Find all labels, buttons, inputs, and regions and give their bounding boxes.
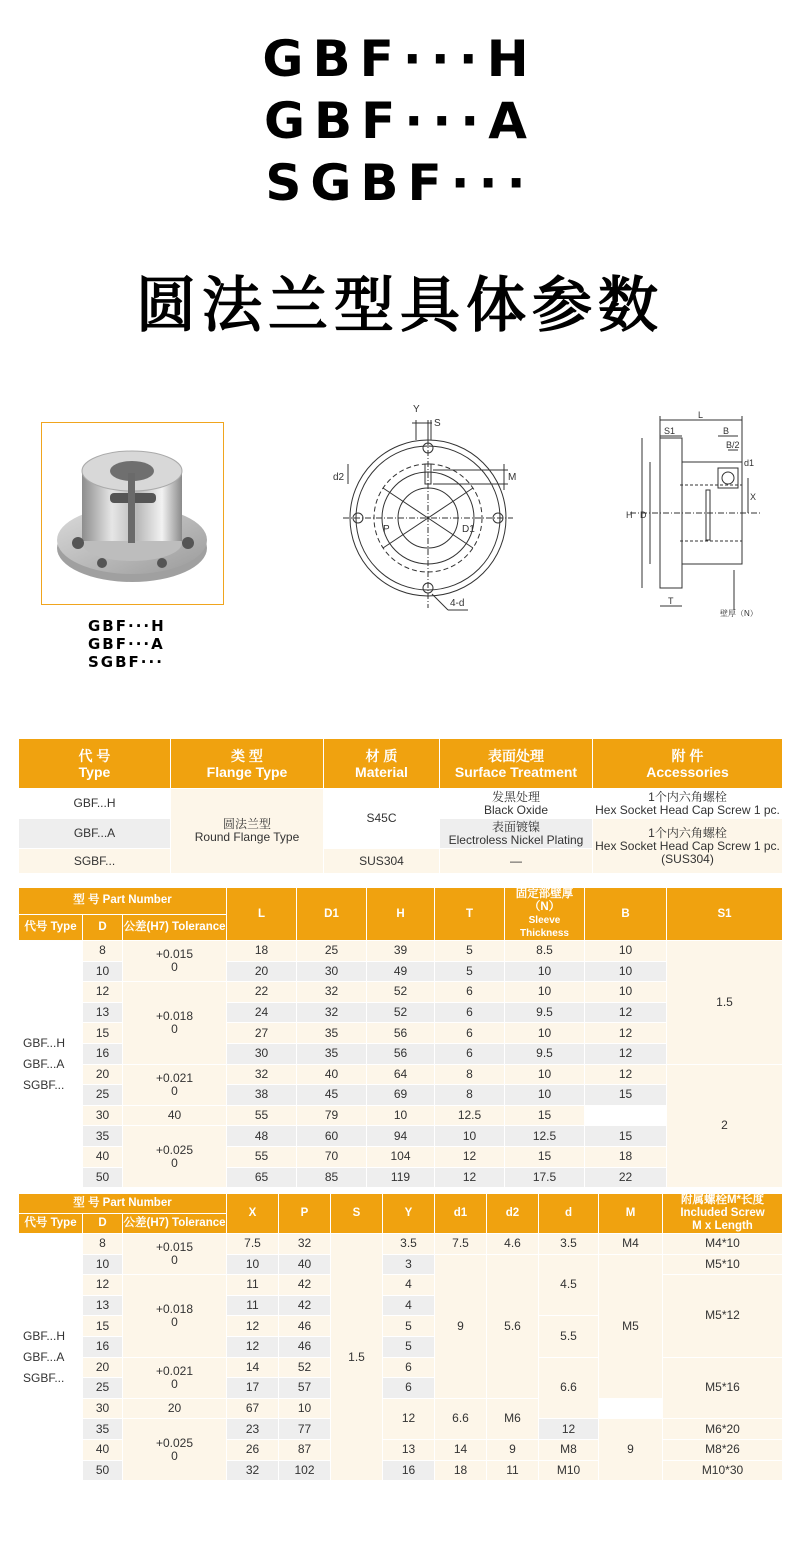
d1-cell: 40: [297, 1064, 367, 1085]
col-s: S: [331, 1194, 383, 1234]
p-cell: 46: [279, 1336, 331, 1357]
t-cell: 5: [435, 941, 505, 962]
x-cell: 12: [227, 1336, 279, 1357]
m-cell: M6: [487, 1398, 539, 1439]
d1-cell: 32: [297, 1002, 367, 1023]
d-cell: 40: [83, 1146, 123, 1167]
x-cell: 20: [123, 1398, 227, 1419]
d-cell: 13: [83, 1002, 123, 1023]
tolerance-zero: 0: [171, 1376, 178, 1391]
y-cell: 4: [383, 1295, 435, 1316]
tolerance-zero: 0: [171, 1448, 178, 1463]
accessory-cell: 1个内六角螺栓 Hex Socket Head Cap Screw 1 pc. (SUS304): [593, 819, 783, 874]
screw-cell: M5*12: [663, 1275, 783, 1357]
l-cell: 22: [227, 982, 297, 1003]
header-material: 材 质 Material: [324, 739, 440, 789]
type-label: GBF...H: [23, 1328, 66, 1343]
tolerance-cell: [123, 1419, 227, 1481]
screw-cell: M5*10: [663, 1254, 783, 1275]
col-d1: D1: [297, 888, 367, 941]
label-side-d1: d1: [744, 458, 755, 468]
label-4-d: 4-d: [450, 598, 465, 609]
d1-cell: 85: [297, 1167, 367, 1188]
b-cell: 12: [585, 1064, 667, 1085]
caption-line-3: SGBF···: [88, 653, 164, 671]
col-type: 代号 Type: [19, 914, 83, 941]
d1-cell: 60: [297, 1126, 367, 1147]
dimension-table-1: [18, 887, 783, 1188]
screw-cell: M6*20: [663, 1419, 783, 1440]
d1-cell: 70: [297, 1146, 367, 1167]
col-b: B: [585, 888, 667, 941]
surface-cell: 发黑处理 Black Oxide: [440, 789, 593, 819]
page-heading: 圆法兰型具体参数: [136, 271, 664, 341]
label-l: L: [698, 410, 704, 420]
label-m: M: [508, 472, 517, 483]
surface-cell: 表面镀镍 Electroless Nickel Plating: [440, 819, 593, 849]
type-label: GBF...H: [23, 1035, 66, 1050]
d-cell: 50: [83, 1167, 123, 1188]
table-row: [19, 1275, 783, 1296]
p-cell: 40: [279, 1254, 331, 1275]
d1-cell: 35: [297, 1023, 367, 1044]
type-label: SGBF...: [23, 1370, 65, 1385]
screw-cell: M10*30: [663, 1460, 783, 1481]
d-cell: 12: [83, 1275, 123, 1296]
d-cell: 15: [83, 1023, 123, 1044]
n-cell: 10: [505, 1023, 585, 1044]
flange-coupling-illustration: [42, 423, 223, 604]
col-h: H: [367, 888, 435, 941]
h-cell: 104: [367, 1146, 435, 1167]
n-cell: 8.5: [505, 941, 585, 962]
x-cell: 32: [227, 1460, 279, 1481]
b-cell: 15: [585, 1085, 667, 1106]
tolerance-plus: +0.021: [155, 1070, 194, 1085]
dimension-table-2-body: [19, 1234, 783, 1481]
y-cell: 10: [279, 1398, 331, 1419]
d-cell: 10: [83, 961, 123, 982]
p-cell: 52: [279, 1357, 331, 1378]
d-cell: 8: [83, 1234, 123, 1255]
tolerance-zero: 0: [171, 1021, 178, 1036]
d2-cell: 4.6: [487, 1234, 539, 1255]
b-cell: 15: [505, 1105, 585, 1126]
y-cell: 6: [383, 1357, 435, 1378]
tolerance-cell: [123, 1064, 227, 1105]
d-cell: 35: [83, 1419, 123, 1440]
front-view-drawing: [328, 398, 528, 618]
tolerance-cell: [123, 1275, 227, 1357]
m-cell: M10: [539, 1460, 599, 1481]
col-d: D: [83, 914, 123, 941]
header-flange-type: 类 型 Flange Type: [171, 739, 324, 789]
l-cell: 65: [227, 1167, 297, 1188]
small-d-cell: 6.6: [539, 1357, 599, 1419]
y-cell: 4: [383, 1275, 435, 1296]
col-included-screw: 附属螺栓M*长度 Included Screw M x Length: [663, 1194, 783, 1234]
table-row: [19, 1234, 783, 1255]
h-cell: 39: [367, 941, 435, 962]
small-d-cell: 9: [599, 1419, 663, 1481]
small-d-cell: 3.5: [539, 1234, 599, 1255]
label-b2: B/2: [726, 440, 740, 450]
m-cell: M5: [599, 1254, 663, 1398]
h-cell: 94: [367, 1126, 435, 1147]
model-title-2: GBF···A: [264, 92, 536, 150]
col-sleeve-thickness: 固定部壁厚 （N） Sleeve Thickness: [505, 888, 585, 941]
t-cell: 12: [435, 1167, 505, 1188]
small-d-cell: 5.5: [539, 1316, 599, 1357]
d-cell: 35: [83, 1126, 123, 1147]
side-view-drawing: [620, 410, 770, 620]
n-cell: 10: [505, 961, 585, 982]
d-cell: 25: [83, 1085, 123, 1106]
l-cell: 48: [227, 1126, 297, 1147]
tolerance-plus: +0.025: [155, 1142, 194, 1157]
l-cell: 18: [227, 941, 297, 962]
b-cell: 18: [585, 1146, 667, 1167]
col-d1: d1: [435, 1194, 487, 1234]
col-x: X: [227, 1194, 279, 1234]
photo-caption: [88, 617, 166, 671]
t-cell: 6: [435, 1023, 505, 1044]
tolerance-cell: [123, 1126, 227, 1188]
label-s1: S1: [664, 426, 676, 436]
d2-cell: 5.6: [487, 1254, 539, 1398]
material-cell: SUS304: [324, 849, 440, 874]
h-cell: 52: [367, 1002, 435, 1023]
l-cell: 27: [227, 1023, 297, 1044]
s1-cell: 1.5: [667, 941, 783, 1065]
d-cell: 12: [83, 982, 123, 1003]
y-cell: 3.5: [383, 1234, 435, 1255]
y-cell: 12: [539, 1419, 599, 1440]
d1-cell: 25: [297, 941, 367, 962]
label-d1: D1: [462, 524, 475, 535]
t-cell: 12: [435, 1146, 505, 1167]
y-cell: 5: [383, 1316, 435, 1337]
d-cell: 8: [83, 941, 123, 962]
d1-cell: 12: [383, 1398, 435, 1439]
part-number-header: 型 号 Part Number: [19, 1194, 227, 1214]
col-d2: d2: [487, 1194, 539, 1234]
table-row: [19, 941, 783, 962]
m-cell: M4: [599, 1234, 663, 1255]
col-p: P: [279, 1194, 331, 1234]
n-cell: 9.5: [505, 1043, 585, 1064]
label-b: B: [723, 426, 730, 436]
surface-cell: —: [440, 849, 593, 874]
d-cell: 15: [83, 1316, 123, 1337]
l-cell: 30: [227, 1043, 297, 1064]
h-cell: 49: [367, 961, 435, 982]
col-d: D: [83, 1214, 123, 1234]
d-cell: 20: [83, 1064, 123, 1085]
t-cell: 10: [367, 1105, 435, 1126]
label-t: T: [668, 596, 674, 606]
label-p: P: [383, 524, 390, 535]
l-cell: 40: [123, 1105, 227, 1126]
table-row: [19, 1357, 783, 1378]
label-d2: d2: [333, 472, 345, 483]
p-cell: 67: [227, 1398, 279, 1419]
x-cell: 7.5: [227, 1234, 279, 1255]
d1-cell: 9: [435, 1254, 487, 1398]
tolerance-plus: +0.015: [155, 1240, 194, 1255]
l-cell: 20: [227, 961, 297, 982]
p-cell: 102: [279, 1460, 331, 1481]
tolerance-cell: [123, 1357, 227, 1398]
tolerance-zero: 0: [171, 1314, 178, 1329]
d-cell: 30: [83, 1105, 123, 1126]
b-cell: 12: [585, 1023, 667, 1044]
p-cell: 32: [279, 1234, 331, 1255]
material-table: [18, 738, 783, 874]
part-number-header: 型 号 Part Number: [19, 888, 227, 915]
type-label: GBF...A: [23, 1056, 65, 1071]
x-cell: 10: [227, 1254, 279, 1275]
d-cell: 50: [83, 1460, 123, 1481]
t-cell: 6: [435, 1043, 505, 1064]
h-cell: 69: [367, 1085, 435, 1106]
tolerance-plus: +0.018: [155, 1008, 194, 1023]
d1-cell: 18: [435, 1460, 487, 1481]
b-cell: 10: [585, 961, 667, 982]
d-cell: 16: [83, 1336, 123, 1357]
label-d: D: [640, 510, 647, 520]
material-cell: S45C: [324, 789, 440, 849]
d-cell: 40: [83, 1439, 123, 1460]
label-y: Y: [413, 404, 420, 415]
b-cell: 12: [585, 1043, 667, 1064]
d2-cell: 11: [487, 1460, 539, 1481]
h-cell: 64: [367, 1064, 435, 1085]
d1-cell: 55: [227, 1105, 297, 1126]
n-cell: 17.5: [505, 1167, 585, 1188]
col-t: T: [435, 888, 505, 941]
d-cell: 13: [83, 1295, 123, 1316]
type-cell: SGBF...: [19, 849, 171, 874]
header-accessories: 附 件 Accessories: [593, 739, 783, 789]
h-cell: 56: [367, 1023, 435, 1044]
tolerance-cell: [123, 1234, 227, 1275]
n-cell: 10: [505, 1085, 585, 1106]
y-cell: 3: [383, 1254, 435, 1275]
screw-cell: M5*16: [663, 1357, 783, 1419]
type-label: GBF...A: [23, 1349, 65, 1364]
tolerance-cell: [123, 941, 227, 982]
x-cell: 26: [227, 1439, 279, 1460]
type-cell: GBF...A: [19, 819, 171, 849]
x-cell: 14: [227, 1357, 279, 1378]
d-cell: 20: [83, 1357, 123, 1378]
tolerance-plus: +0.025: [155, 1435, 194, 1450]
s1-cell: 2: [667, 1064, 783, 1188]
small-d-cell: 4.5: [539, 1254, 599, 1316]
n-cell: 9.5: [505, 1002, 585, 1023]
t-cell: 6: [435, 982, 505, 1003]
x-cell: 11: [227, 1275, 279, 1296]
d2-cell: 9: [487, 1439, 539, 1460]
l-cell: 55: [227, 1146, 297, 1167]
d-cell: 16: [83, 1043, 123, 1064]
y-cell: 13: [383, 1439, 435, 1460]
d1-cell: 35: [297, 1043, 367, 1064]
n-cell: 10: [505, 1064, 585, 1085]
h-cell: 79: [297, 1105, 367, 1126]
d2-cell: 6.6: [435, 1398, 487, 1439]
s-cell: 1.5: [331, 1234, 383, 1481]
p-cell: 57: [279, 1378, 331, 1399]
x-cell: 12: [227, 1316, 279, 1337]
type-cell: GBF...H: [19, 789, 171, 819]
tolerance-zero: 0: [171, 960, 178, 975]
d1-cell: 45: [297, 1085, 367, 1106]
b-cell: 10: [585, 982, 667, 1003]
label-wall-thickness: 壁厚（N）: [720, 609, 758, 618]
tolerance-zero: 0: [171, 1083, 178, 1098]
col-y: Y: [383, 1194, 435, 1234]
type-group-cell: [19, 1234, 83, 1481]
model-titles: [0, 28, 800, 214]
label-s: S: [434, 418, 441, 429]
m-cell: M8: [539, 1439, 599, 1460]
h-cell: 56: [367, 1043, 435, 1064]
t-cell: 8: [435, 1064, 505, 1085]
b-cell: 22: [585, 1167, 667, 1188]
tolerance-plus: +0.021: [155, 1363, 194, 1378]
table-row: [19, 1064, 783, 1085]
x-cell: 17: [227, 1378, 279, 1399]
d1-cell: 32: [297, 982, 367, 1003]
n-cell: 12.5: [505, 1126, 585, 1147]
caption-line-2: GBF···A: [88, 635, 165, 653]
y-cell: 16: [383, 1460, 435, 1481]
dimension-table-1-body: [19, 941, 783, 1188]
n-cell: 15: [505, 1146, 585, 1167]
tolerance-plus: +0.018: [155, 1301, 194, 1316]
n-cell: 10: [505, 982, 585, 1003]
screw-cell: M4*10: [663, 1234, 783, 1255]
col-s1: S1: [667, 888, 783, 941]
flange-type-cell: 圆法兰型 Round Flange Type: [171, 789, 324, 874]
x-cell: 11: [227, 1295, 279, 1316]
tolerance-plus: +0.015: [155, 947, 194, 962]
col-small-d: d: [539, 1194, 599, 1234]
screw-cell: M8*26: [663, 1439, 783, 1460]
col-tolerance: 公差(H7) Tolerance: [123, 914, 227, 941]
b-cell: 15: [585, 1126, 667, 1147]
caption-line-1: GBF···H: [88, 617, 166, 635]
label-x: X: [750, 492, 757, 502]
h-cell: 119: [367, 1167, 435, 1188]
d1-cell: 30: [297, 961, 367, 982]
tolerance-cell: [123, 982, 227, 1064]
d-cell: 30: [83, 1398, 123, 1419]
type-label: SGBF...: [23, 1077, 65, 1092]
dimension-table-2: [18, 1193, 783, 1481]
type-group-cell: [19, 941, 83, 1188]
d1-cell: 7.5: [435, 1234, 487, 1255]
p-cell: 46: [279, 1316, 331, 1337]
col-type: 代号 Type: [19, 1214, 83, 1234]
p-cell: 42: [279, 1295, 331, 1316]
tolerance-zero: 0: [171, 1253, 178, 1268]
n-cell: 12.5: [435, 1105, 505, 1126]
p-cell: 77: [279, 1419, 331, 1440]
header-surface-treatment: 表面处理 Surface Treatment: [440, 739, 593, 789]
label-h: H: [626, 510, 633, 520]
t-cell: 5: [435, 961, 505, 982]
h-cell: 52: [367, 982, 435, 1003]
t-cell: 8: [435, 1085, 505, 1106]
model-title-1: GBF···H: [262, 30, 538, 88]
y-cell: 6: [383, 1378, 435, 1399]
b-cell: 10: [585, 941, 667, 962]
l-cell: 32: [227, 1064, 297, 1085]
t-cell: 10: [435, 1126, 505, 1147]
accessory-cell: 1个内六角螺栓 Hex Socket Head Cap Screw 1 pc.: [593, 789, 783, 819]
x-cell: 23: [227, 1419, 279, 1440]
d1-cell: 14: [435, 1439, 487, 1460]
model-title-3: SGBF···: [265, 154, 535, 212]
product-photo: [41, 422, 224, 605]
p-cell: 87: [279, 1439, 331, 1460]
d-cell: 25: [83, 1378, 123, 1399]
p-cell: 42: [279, 1275, 331, 1296]
t-cell: 6: [435, 1002, 505, 1023]
header-type: 代 号 Type: [19, 739, 171, 789]
tolerance-zero: 0: [171, 1155, 178, 1170]
col-l: L: [227, 888, 297, 941]
y-cell: 5: [383, 1336, 435, 1357]
l-cell: 24: [227, 1002, 297, 1023]
l-cell: 38: [227, 1085, 297, 1106]
col-m: M: [599, 1194, 663, 1234]
b-cell: 12: [585, 1002, 667, 1023]
col-tolerance: 公差(H7) Tolerance: [123, 1214, 227, 1234]
d-cell: 10: [83, 1254, 123, 1275]
